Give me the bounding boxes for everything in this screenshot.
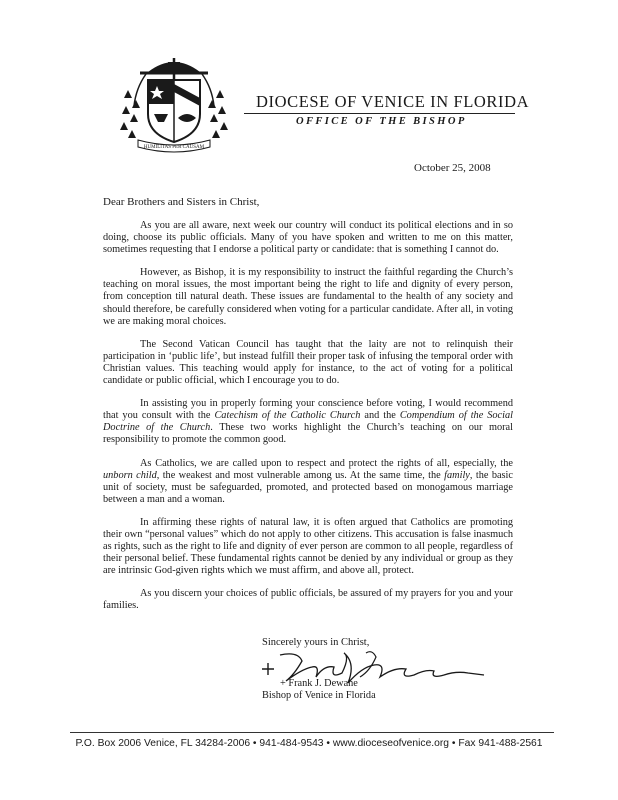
p4-text-c: . These two works highlight the Church’s teaching on our moral responsibility to promote the common good.: [103, 422, 513, 446]
paragraph-6: In affirming these rights of natural law, it is often argued that Catholics are promoting their own “personal values” which do not apply to other citizens. This accusation is false inasmuch as rights, such as the right to life and dignity of ever person are common to all people, regardless of their personal belief. These fundamental rights cannot be denied by any individual or group as they are intrinsic God-given rights which we must affirm, and above all, protect.: [103, 516, 513, 577]
p5-text-a: As Catholics, we are called upon to respect and protect the rights of all, especially, the: [140, 457, 513, 469]
catechism-title: Catechism of the Catholic Church: [214, 410, 361, 422]
diocese-name: DIOCESE OF VENICE IN FLORIDA: [256, 92, 530, 111]
signer-title: Bishop of Venice in Florida: [262, 690, 376, 701]
compendium-title: Compendium of the Social Doctrine of the Church: [103, 410, 513, 434]
p4-text-b: and the: [360, 410, 400, 422]
letter-body: [103, 220, 513, 624]
family-emphasis: family: [444, 469, 470, 481]
p4-text-a: In assisting you in properly forming your conscience before voting, I would recommend that you consult with the: [103, 398, 513, 422]
paragraph-3: The Second Vatican Council has taught that the laity are not to relinquish their participation in ‘public life’, but instead fulfill their proper task of infusing the temporal order with Christian values. This teaching would apply for instance, to the act of voting for a political candidate or public official, which I encourage you to do.: [103, 338, 513, 387]
letterhead-divider: [244, 113, 515, 114]
p5-text-b: , the weakest and most vulnerable among us. At the same time, the: [156, 469, 445, 481]
footer-contact: P.O. Box 2006 Venice, FL 34284-2006 • 941-484-9543 • www.dioceseofvenice.org • Fax 941-488-2561: [75, 738, 543, 749]
footer-divider: [70, 732, 554, 733]
unborn-child-emphasis: unborn child: [103, 469, 157, 481]
paragraph-7: As you discern your choices of public officials, be assured of my prayers for you and your families.: [103, 588, 513, 612]
p5-text-c: , the basic unit of society, must be safeguarded, promoted, and protected based on monogamous marriage between a man and a woman.: [103, 469, 513, 505]
salutation: Dear Brothers and Sisters in Christ,: [103, 196, 260, 208]
paragraph-5: [103, 458, 513, 506]
crest-motto: HUMILITAS PER CAUSAM: [143, 145, 205, 150]
letter-date: October 25, 2008: [414, 162, 491, 174]
paragraph-4: [103, 398, 513, 446]
paragraph-2: However, as Bishop, it is my responsibility to instruct the faithful regarding the Church’s teaching on moral issues, the most important being the right to life and dignity of every person, from conception till natural death. These issues are fundamental to the health of any society and should therefore, be carefully considered when voting for a particular candidate. After all, in voting we are making moral choices.: [103, 267, 513, 327]
signer-name: + Frank J. Dewane: [280, 678, 358, 689]
paragraph-1: As you are all aware, next week our country will conduct its political elections and in so doing, choose its public officials. Many of you have spoken and written to me on this matter, sometimes requesting that I endorse a political party or candidate: that is something I cannot do.: [103, 220, 513, 256]
coat-of-arms-logo: [118, 48, 230, 154]
office-title: OFFICE OF THE BISHOP: [296, 116, 467, 127]
closing: Sincerely yours in Christ,: [262, 637, 370, 648]
